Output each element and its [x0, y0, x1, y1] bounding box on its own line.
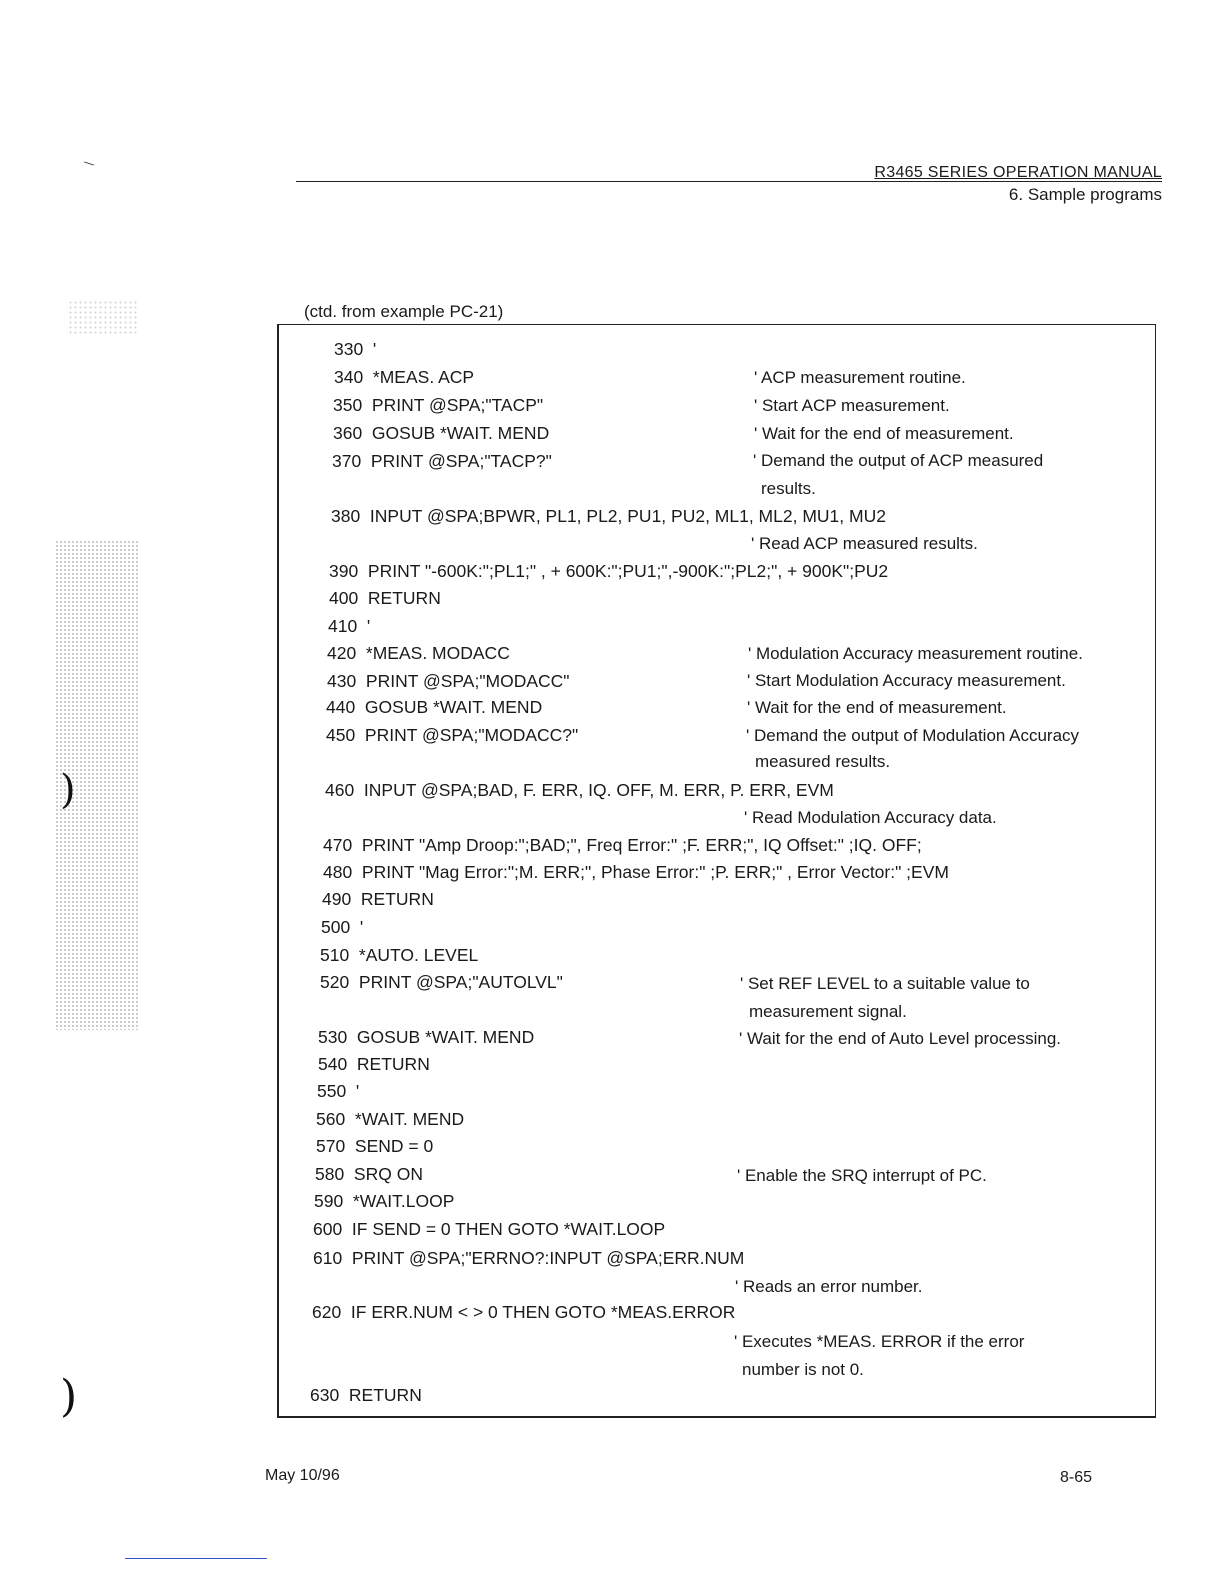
code-comment: ' Reads an error number. [735, 1277, 923, 1296]
header-rule [296, 181, 1162, 182]
code-line: 630 RETURN [310, 1385, 422, 1405]
code-line: 540 RETURN [318, 1054, 430, 1074]
code-line: 510 *AUTO. LEVEL [320, 945, 479, 965]
binding-hole-mark: ) [60, 767, 76, 813]
code-line: 370 PRINT @SPA;"TACP?" [332, 451, 552, 471]
code-comment: measurement signal. [749, 1002, 907, 1021]
code-comment: ' Wait for the end of Auto Level processing. [739, 1029, 1062, 1048]
code-line: 570 SEND = 0 [316, 1136, 434, 1156]
code-line: 500 ' [321, 917, 364, 937]
code-line: 480 PRINT "Mag Error:";M. ERR;", Phase Error:" ;P. ERR;" , Error Vector:" ;EVM [323, 862, 949, 882]
code-line: 490 RETURN [322, 889, 434, 909]
code-line: 410 ' [328, 616, 371, 636]
code-comment: ' Executes *MEAS. ERROR if the error [734, 1332, 1025, 1351]
code-comment: ' Wait for the end of measurement. [747, 698, 1007, 717]
code-comment: ' Demand the output of ACP measured [753, 451, 1044, 470]
manual-title: R3465 SERIES OPERATION MANUAL [874, 164, 1162, 181]
page-number: 8-65 [1060, 1469, 1093, 1486]
code-line: 520 PRINT @SPA;"AUTOLVL" [320, 972, 563, 992]
code-line: 420 *MEAS. MODACC [327, 643, 510, 663]
code-line: 350 PRINT @SPA;"TACP" [333, 395, 544, 415]
code-line: 620 IF ERR.NUM < > 0 THEN GOTO *MEAS.ERROR [312, 1302, 736, 1322]
code-line: 330 ' [334, 339, 377, 359]
code-comment: results. [761, 479, 816, 498]
code-line: 590 *WAIT.LOOP [314, 1191, 455, 1211]
code-comment: ' Modulation Accuracy measurement routine. [748, 644, 1083, 663]
code-comment: ' Start ACP measurement. [754, 396, 950, 415]
code-line: 430 PRINT @SPA;"MODACC" [327, 671, 570, 691]
scan-noise-top [68, 300, 138, 336]
code-comment: ' ACP measurement routine. [754, 368, 966, 387]
code-comment: measured results. [755, 752, 891, 771]
code-comment: ' Read ACP measured results. [751, 534, 978, 553]
footer-rule [125, 1558, 267, 1559]
code-line: 460 INPUT @SPA;BAD, F. ERR, IQ. OFF, M. ERR, P. ERR, EVM [325, 780, 834, 800]
code-line: 400 RETURN [329, 588, 441, 608]
code-line: 470 PRINT "Amp Droop:";BAD;", Freq Error:" ;F. ERR;", IQ Offset:" ;IQ. OFF; [323, 835, 922, 855]
code-comment: ' Enable the SRQ interrupt of PC. [737, 1166, 987, 1185]
code-comment: ' Set REF LEVEL to a suitable value to [740, 974, 1030, 993]
code-comment: number is not 0. [742, 1360, 864, 1379]
code-comment: ' Demand the output of Modulation Accuracy [746, 726, 1080, 745]
code-line: 560 *WAIT. MEND [316, 1109, 465, 1129]
listing-caption: (ctd. from example PC-21) [304, 302, 504, 321]
section-title: 6. Sample programs [1008, 185, 1162, 204]
revision-date: May 10/96 [265, 1467, 340, 1484]
code-line: 600 IF SEND = 0 THEN GOTO *WAIT.LOOP [313, 1219, 666, 1239]
code-line: 380 INPUT @SPA;BPWR, PL1, PL2, PU1, PU2, ML1, ML2, MU1, MU2 [331, 506, 886, 526]
code-line: 360 GOSUB *WAIT. MEND [333, 423, 550, 443]
code-line: 530 GOSUB *WAIT. MEND [318, 1027, 535, 1047]
code-comment: ' Wait for the end of measurement. [754, 424, 1014, 443]
code-line: 390 PRINT "-600K:";PL1;" , + 600K:";PU1;",-900K:";PL2;", + 900K";PU2 [329, 561, 889, 581]
code-line: 440 GOSUB *WAIT. MEND [326, 697, 543, 717]
scan-mark [84, 161, 94, 165]
code-line: 340 *MEAS. ACP [334, 367, 475, 387]
code-line: 550 ' [317, 1081, 360, 1101]
code-line: 610 PRINT @SPA;"ERRNO?:INPUT @SPA;ERR.NUM [313, 1248, 745, 1268]
code-line: 450 PRINT @SPA;"MODACC?" [326, 725, 579, 745]
code-comment: ' Start Modulation Accuracy measurement. [747, 671, 1066, 690]
code-line: 580 SRQ ON [315, 1164, 423, 1184]
code-comment: ' Read Modulation Accuracy data. [744, 808, 997, 827]
binding-hole-mark-bottom: ) [60, 1371, 78, 1422]
